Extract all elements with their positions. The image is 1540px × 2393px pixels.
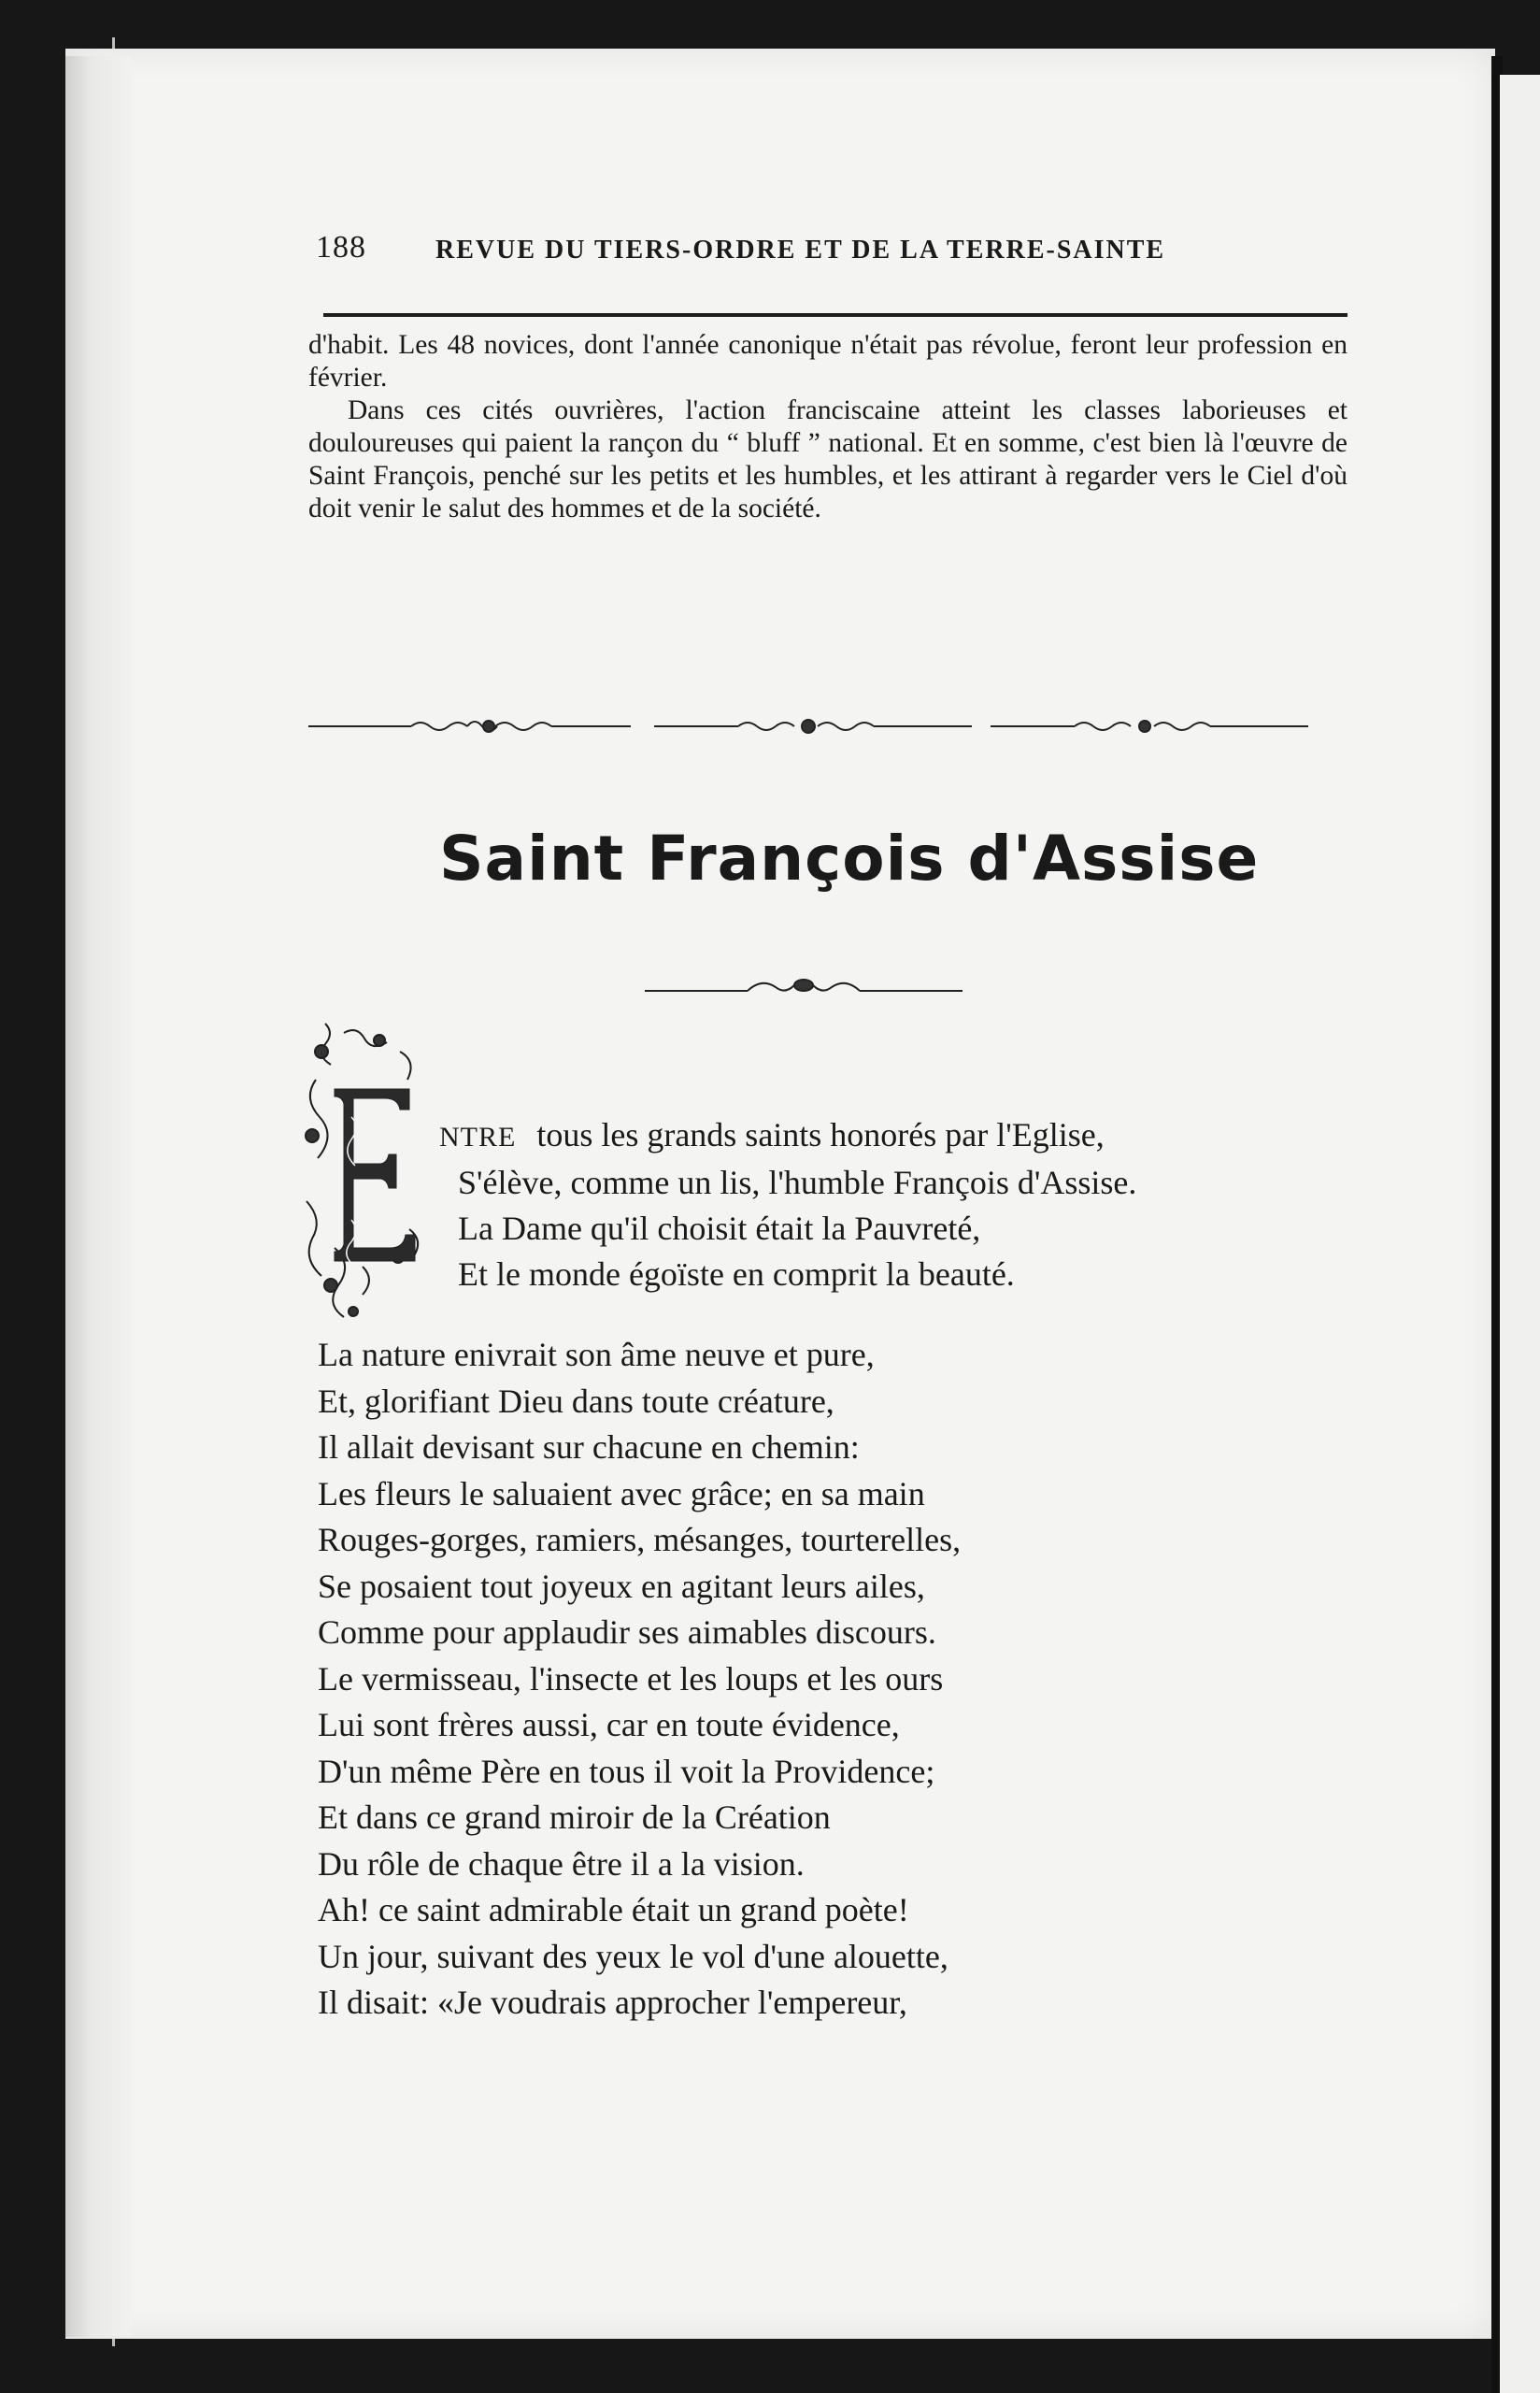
poem-line: Un jour, suivant des yeux le vol d'une alouette,: [318, 1937, 948, 1975]
prose-paragraph: d'habit. Les 48 novices, dont l'année canonique n'était pas révolue, feront leur profession en février.: [308, 330, 1348, 393]
poem-line: Ah! ce saint admirable était un grand poète!: [318, 1891, 909, 1928]
facing-page-edge: [1500, 75, 1540, 2393]
poem-line: Se posaient tout joyeux en agitant leurs ailes,: [318, 1567, 925, 1605]
poem-line: Du rôle de chaque être il a la vision.: [318, 1844, 805, 1883]
poem-title: Saint François d'Assise: [439, 823, 1260, 895]
running-head: REVUE DU TIERS-ORDRE ET DE LA TERRE-SAINTE: [435, 236, 1166, 265]
poem-line: D'un même Père en tous il voit la Providence;: [318, 1752, 935, 1790]
poem-line: Et le monde égoïste en comprit la beauté.: [458, 1255, 1015, 1293]
first-line-rest: tous les grands saints honorés par l'Eglise,: [536, 1116, 1105, 1154]
page-number: 188: [316, 230, 366, 265]
poem-line: Il allait devisant sur chacune en chemin:: [318, 1428, 860, 1466]
title-ornament: [645, 972, 962, 1004]
poem-stanza-1: [439, 1112, 1336, 1297]
poem-line: Et, glorifiant Dieu dans toute créature,: [318, 1382, 834, 1420]
first-word-rest: NTRE: [439, 1122, 517, 1153]
poem-line: [439, 1112, 1336, 1160]
poem-line: Comme pour applaudir ses aimables discours.: [318, 1613, 936, 1651]
poem-line: Et dans ce grand miroir de la Création: [318, 1798, 831, 1836]
header-rule: [323, 313, 1348, 317]
section-divider-ornament: [308, 712, 1308, 740]
page-gutter-shadow: [65, 56, 131, 2337]
poem-line: Les fleurs le saluaient avec grâce; en sa main: [318, 1474, 925, 1512]
poem-line: S'élève, comme un lis, l'humble François d'Assise.: [458, 1164, 1137, 1201]
poem-line: Rouges-gorges, ramiers, mésanges, tourterelles,: [318, 1521, 962, 1558]
poem-line: Il disait: «Je voudrais approcher l'empereur,: [318, 1984, 907, 2021]
poem-line: La nature enivrait son âme neuve et pure,: [318, 1336, 875, 1373]
page-header: [316, 222, 1348, 279]
prose-paragraph: Dans ces cités ouvrières, l'action franciscaine atteint les classes laborieuses et douloureuses qui paient la rançon du “ bluff ” national. Et en somme, c'est bien là l'œuvre de Saint François, penché sur les petits et les humbles, et les attirant à regarder vers le Ciel d'où doit venir le salut des hommes et de la société.: [308, 395, 1348, 523]
ornate-dropcap: [297, 1014, 434, 1323]
poem-line: La Dame qu'il choisit était la Pauvreté,: [458, 1210, 981, 1247]
prose-text: [308, 329, 1348, 525]
poem-line: Lui sont frères aussi, car en toute évidence,: [318, 1706, 900, 1743]
poem-stanza-2: [318, 1332, 1252, 2027]
poem-line: Le vermisseau, l'insecte et les loups et les ours: [318, 1659, 944, 1698]
